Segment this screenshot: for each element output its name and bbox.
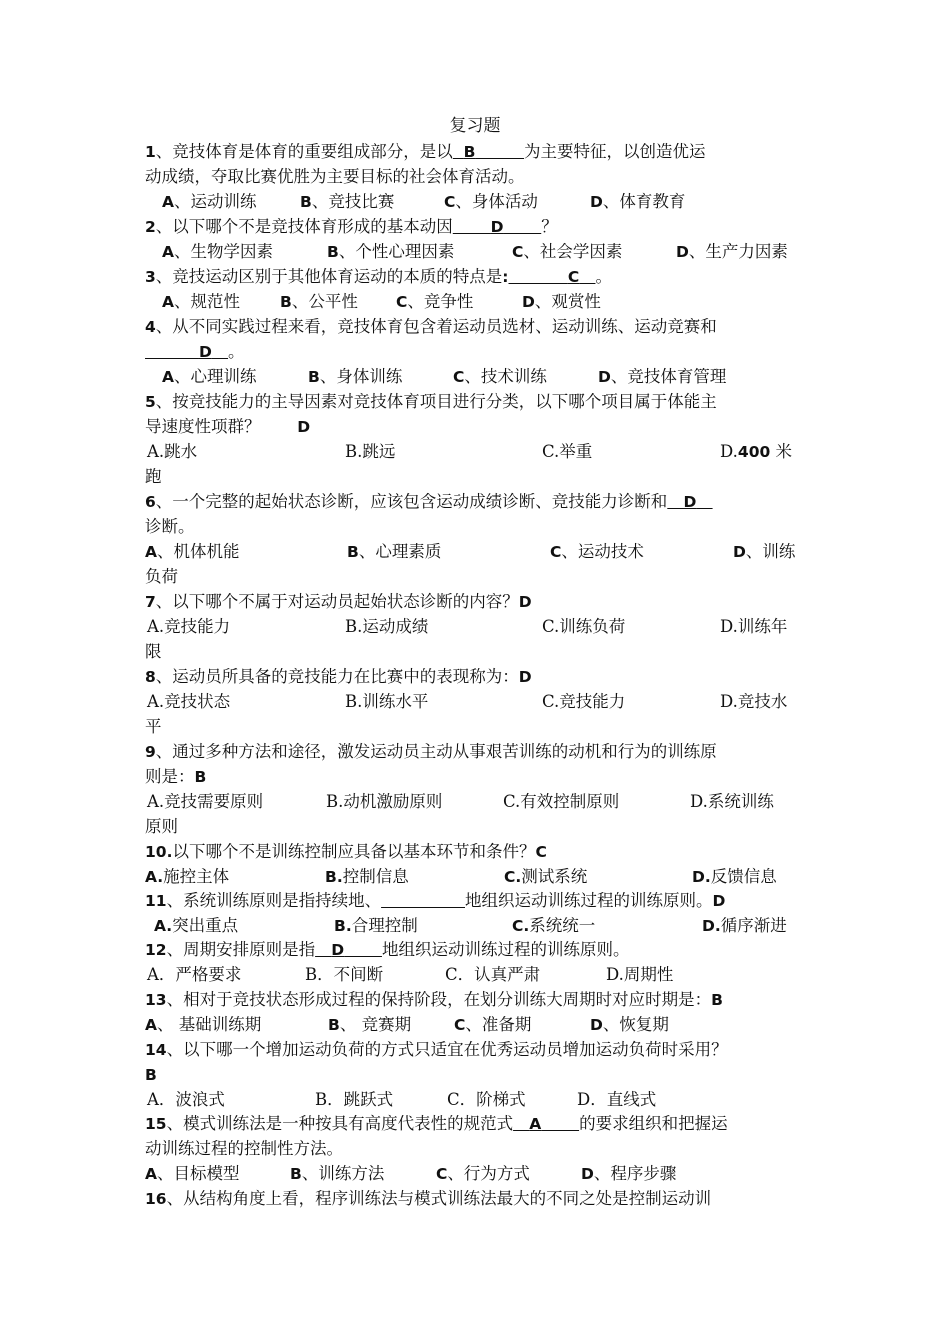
option-d: D、竞技体育管理 bbox=[598, 367, 727, 386]
option-c: C．阶梯式 bbox=[447, 1090, 526, 1109]
question-14-options bbox=[0, 1087, 950, 1112]
option-a: A.突出重点 bbox=[154, 916, 239, 935]
question-number: 10. bbox=[145, 843, 173, 861]
option-a: A、运动训练 bbox=[162, 192, 257, 211]
option-b: B．跳跃式 bbox=[315, 1090, 394, 1109]
question-6-options bbox=[0, 539, 950, 564]
option-c: C、运动技术 bbox=[550, 542, 644, 561]
question-number: 14 bbox=[145, 1041, 167, 1059]
option-b: B.合理控制 bbox=[334, 916, 418, 935]
question-text: 为主要特征，以创造优运 bbox=[524, 142, 706, 161]
question-text: ？ bbox=[541, 217, 558, 236]
question-text: 、以下哪个不是竞技体育形成的基本动因 bbox=[155, 217, 453, 236]
option-b: B.运动成绩 bbox=[345, 617, 429, 636]
question-14-continued bbox=[145, 1062, 157, 1087]
option-c: C、社会学因素 bbox=[512, 242, 623, 261]
question-text: 、按竞技能力的主导因素对竞技体育项目进行分类，以下哪个项目属于体能主 bbox=[155, 392, 717, 411]
option-a: A、生物学因素 bbox=[162, 242, 273, 261]
question-number: 13 bbox=[145, 991, 167, 1009]
question-4-options bbox=[0, 364, 950, 389]
question-number: 11 bbox=[145, 892, 167, 910]
option-a: A、心理训练 bbox=[162, 367, 257, 386]
page-title: 复习题 bbox=[449, 116, 501, 136]
option-d: D.训练年 bbox=[720, 617, 788, 636]
option-a: A、目标模型 bbox=[145, 1164, 240, 1183]
answer: B bbox=[463, 143, 476, 161]
option-b: B、公平性 bbox=[280, 292, 358, 311]
colon: : bbox=[502, 268, 509, 286]
option-c: C、行为方式 bbox=[436, 1164, 530, 1183]
option-b: B、 竞赛期 bbox=[328, 1015, 412, 1034]
question-4 bbox=[145, 314, 717, 339]
option-d: D．直线式 bbox=[577, 1090, 657, 1109]
answer-blank bbox=[509, 268, 596, 286]
question-number: 2 bbox=[145, 218, 156, 236]
option-c: C.系统统一 bbox=[512, 916, 596, 935]
question-number: 8 bbox=[145, 668, 156, 686]
question-7-wrap: 限 bbox=[145, 642, 162, 661]
question-3 bbox=[145, 264, 612, 289]
question-text: 、系统训练原则是指持续地、 bbox=[166, 891, 382, 910]
question-9-continued bbox=[145, 764, 206, 789]
option-b: B、心理素质 bbox=[347, 542, 442, 561]
option-c: C、竞争性 bbox=[396, 292, 474, 311]
question-number: 16 bbox=[145, 1190, 167, 1208]
answer-blank bbox=[145, 343, 228, 361]
question-text: 、相对于竞技状态形成过程的保持阶段，在划分训练大周期时对应时期是： bbox=[166, 990, 712, 1009]
question-text: 以下哪个不是训练控制应具备以基本环节和条件？ bbox=[172, 842, 536, 861]
question-text: 、模式训练法是一种按具有高度代表性的规范式 bbox=[166, 1114, 514, 1133]
option-d: D.反馈信息 bbox=[692, 867, 777, 886]
answer-blank bbox=[667, 493, 712, 511]
question-6-wrap: 负荷 bbox=[145, 567, 178, 586]
question-2-options bbox=[0, 239, 950, 264]
question-1-continued: 动成绩，夺取比赛优胜为主要目标的社会体育活动。 bbox=[145, 167, 525, 186]
question-text: 、运动员所具备的竞技能力在比赛中的表现称为： bbox=[155, 667, 519, 686]
option-c: C.竞技能力 bbox=[542, 692, 626, 711]
option-c: C、技术训练 bbox=[453, 367, 547, 386]
option-a: A.施控主体 bbox=[145, 867, 230, 886]
question-13-options bbox=[0, 1012, 950, 1037]
answer: D bbox=[331, 941, 345, 959]
question-15 bbox=[145, 1111, 728, 1136]
option-d: D.循序渐进 bbox=[702, 916, 787, 935]
question-13 bbox=[145, 987, 723, 1012]
option-d: D、程序步骤 bbox=[581, 1164, 677, 1183]
question-2 bbox=[145, 214, 558, 239]
answer: A bbox=[529, 1115, 542, 1133]
question-10-options bbox=[0, 864, 950, 889]
option-d: D、训练 bbox=[733, 542, 796, 561]
question-text: 。 bbox=[228, 342, 245, 361]
option-a: A.竞技状态 bbox=[147, 692, 231, 711]
answer-blank bbox=[513, 1115, 579, 1133]
option-c: C、准备期 bbox=[454, 1015, 532, 1034]
question-1-options bbox=[0, 189, 950, 214]
question-number: 6 bbox=[145, 493, 156, 511]
option-b: B.动机激励原则 bbox=[326, 792, 443, 811]
option-b: B.训练水平 bbox=[345, 692, 429, 711]
question-number: 4 bbox=[145, 318, 156, 336]
answer: D bbox=[712, 892, 726, 910]
question-number: 3 bbox=[145, 268, 156, 286]
option-c: C.举重 bbox=[542, 442, 593, 461]
question-text: 、从结构角度上看，程序训练法与模式训练法最大的不同之处是控制运动训 bbox=[166, 1189, 712, 1208]
question-15-options bbox=[0, 1161, 950, 1186]
question-5 bbox=[145, 389, 717, 414]
question-8-wrap: 平 bbox=[145, 717, 162, 736]
question-12-options bbox=[0, 962, 950, 987]
option-a: A.跳水 bbox=[147, 442, 198, 461]
question-12 bbox=[145, 937, 629, 962]
question-text: 地组织运动训练过程的训练原则。 bbox=[465, 891, 713, 910]
question-9-wrap: 原则 bbox=[145, 817, 178, 836]
question-3-options bbox=[0, 289, 950, 314]
option-b: B.控制信息 bbox=[325, 867, 409, 886]
question-text: 、竞技运动区别于其他体育运动的本质的特点是 bbox=[155, 267, 503, 286]
option-d: D.竞技水 bbox=[720, 692, 788, 711]
question-number: 7 bbox=[145, 593, 156, 611]
question-text: 、以下哪一个增加运动负荷的方式只适宜在优秀运动员增加运动负荷时采用？ bbox=[166, 1040, 728, 1059]
question-7 bbox=[145, 589, 532, 614]
question-number: 9 bbox=[145, 743, 156, 761]
option-d: D、生产力因素 bbox=[676, 242, 788, 261]
question-11 bbox=[145, 888, 725, 913]
question-6 bbox=[145, 489, 713, 514]
option-a: A、机体机能 bbox=[145, 542, 240, 561]
option-b: B.跳远 bbox=[345, 442, 396, 461]
option-d: D.系统训练 bbox=[690, 792, 774, 811]
question-9 bbox=[145, 739, 717, 764]
option-d: D、体育教育 bbox=[590, 192, 686, 211]
answer: D bbox=[490, 218, 504, 236]
option-c: C．认真严肃 bbox=[445, 965, 541, 984]
question-6-continued: 诊断。 bbox=[145, 517, 195, 536]
answer: D bbox=[518, 593, 532, 611]
option-b: B、竞技比赛 bbox=[300, 192, 395, 211]
question-10 bbox=[145, 839, 547, 864]
option-d: D.400 米 bbox=[720, 442, 793, 461]
question-text: 导速度性项群？ bbox=[145, 417, 261, 436]
question-14 bbox=[145, 1037, 728, 1062]
answer: D bbox=[518, 668, 532, 686]
option-a: A、规范性 bbox=[162, 292, 240, 311]
question-number: 5 bbox=[145, 393, 156, 411]
answer-blank bbox=[315, 941, 382, 959]
question-5-options bbox=[0, 439, 950, 464]
question-number: 15 bbox=[145, 1115, 167, 1133]
option-a: A．严格要求 bbox=[147, 965, 242, 984]
answer: C bbox=[535, 843, 547, 861]
answer: B bbox=[145, 1066, 157, 1084]
answer: D bbox=[198, 343, 212, 361]
answer: C bbox=[567, 268, 580, 286]
option-d: D.周期性 bbox=[606, 965, 674, 984]
answer: B bbox=[194, 768, 207, 786]
question-15-continued: 动训练过程的控制性方法。 bbox=[145, 1139, 343, 1158]
question-number: 12 bbox=[145, 941, 167, 959]
question-text: 的要求组织和把握运 bbox=[579, 1114, 728, 1133]
option-a: A.竞技能力 bbox=[147, 617, 231, 636]
question-7-options bbox=[0, 614, 950, 639]
option-c: C.训练负荷 bbox=[542, 617, 626, 636]
question-text: 。 bbox=[595, 267, 612, 286]
option-a: A．波浪式 bbox=[147, 1090, 225, 1109]
option-b: B、个性心理因素 bbox=[327, 242, 455, 261]
option-b: B、身体训练 bbox=[308, 367, 403, 386]
answer: D bbox=[297, 418, 311, 436]
question-text: 、周期安排原则是指 bbox=[166, 940, 316, 959]
question-text: 、从不同实践过程来看，竞技体育包含着运动员选材、运动训练、运动竞赛和 bbox=[155, 317, 717, 336]
option-b: B．不间断 bbox=[305, 965, 384, 984]
question-11-options bbox=[0, 913, 950, 938]
question-text: 、竞技体育是体育的重要组成部分，是以 bbox=[155, 142, 453, 161]
question-number: 1 bbox=[145, 143, 156, 161]
question-1 bbox=[145, 139, 706, 164]
question-5-wrap: 跑 bbox=[145, 467, 162, 486]
question-16 bbox=[145, 1186, 711, 1211]
option-d: D、恢复期 bbox=[590, 1015, 669, 1034]
question-text: 、一个完整的起始状态诊断，应该包含运动成绩诊断、竞技能力诊断和 bbox=[155, 492, 668, 511]
question-5-continued bbox=[145, 414, 310, 439]
question-4-continued bbox=[145, 339, 245, 364]
answer: B bbox=[711, 991, 723, 1009]
option-c: C.测试系统 bbox=[504, 867, 588, 886]
option-a: A.竞技需要原则 bbox=[147, 792, 264, 811]
question-8 bbox=[145, 664, 532, 689]
answer-blank bbox=[381, 891, 465, 910]
answer: D bbox=[683, 493, 697, 511]
option-c: C、身体活动 bbox=[444, 192, 538, 211]
option-a: A、 基础训练期 bbox=[145, 1015, 262, 1034]
option-b: B、训练方法 bbox=[290, 1164, 385, 1183]
answer-blank bbox=[453, 218, 541, 236]
question-text: 则是： bbox=[145, 767, 195, 786]
question-text: 地组织运动训练过程的训练原则。 bbox=[381, 940, 630, 959]
answer-blank bbox=[453, 143, 524, 161]
question-text: 、以下哪个不属于对运动员起始状态诊断的内容？ bbox=[155, 592, 519, 611]
option-c: C.有效控制原则 bbox=[503, 792, 620, 811]
question-9-options bbox=[0, 789, 950, 814]
question-text: 、通过多种方法和途径，激发运动员主动从事艰苦训练的动机和行为的训练原 bbox=[155, 742, 717, 761]
question-8-options bbox=[0, 689, 950, 714]
option-d: D、观赏性 bbox=[522, 292, 601, 311]
